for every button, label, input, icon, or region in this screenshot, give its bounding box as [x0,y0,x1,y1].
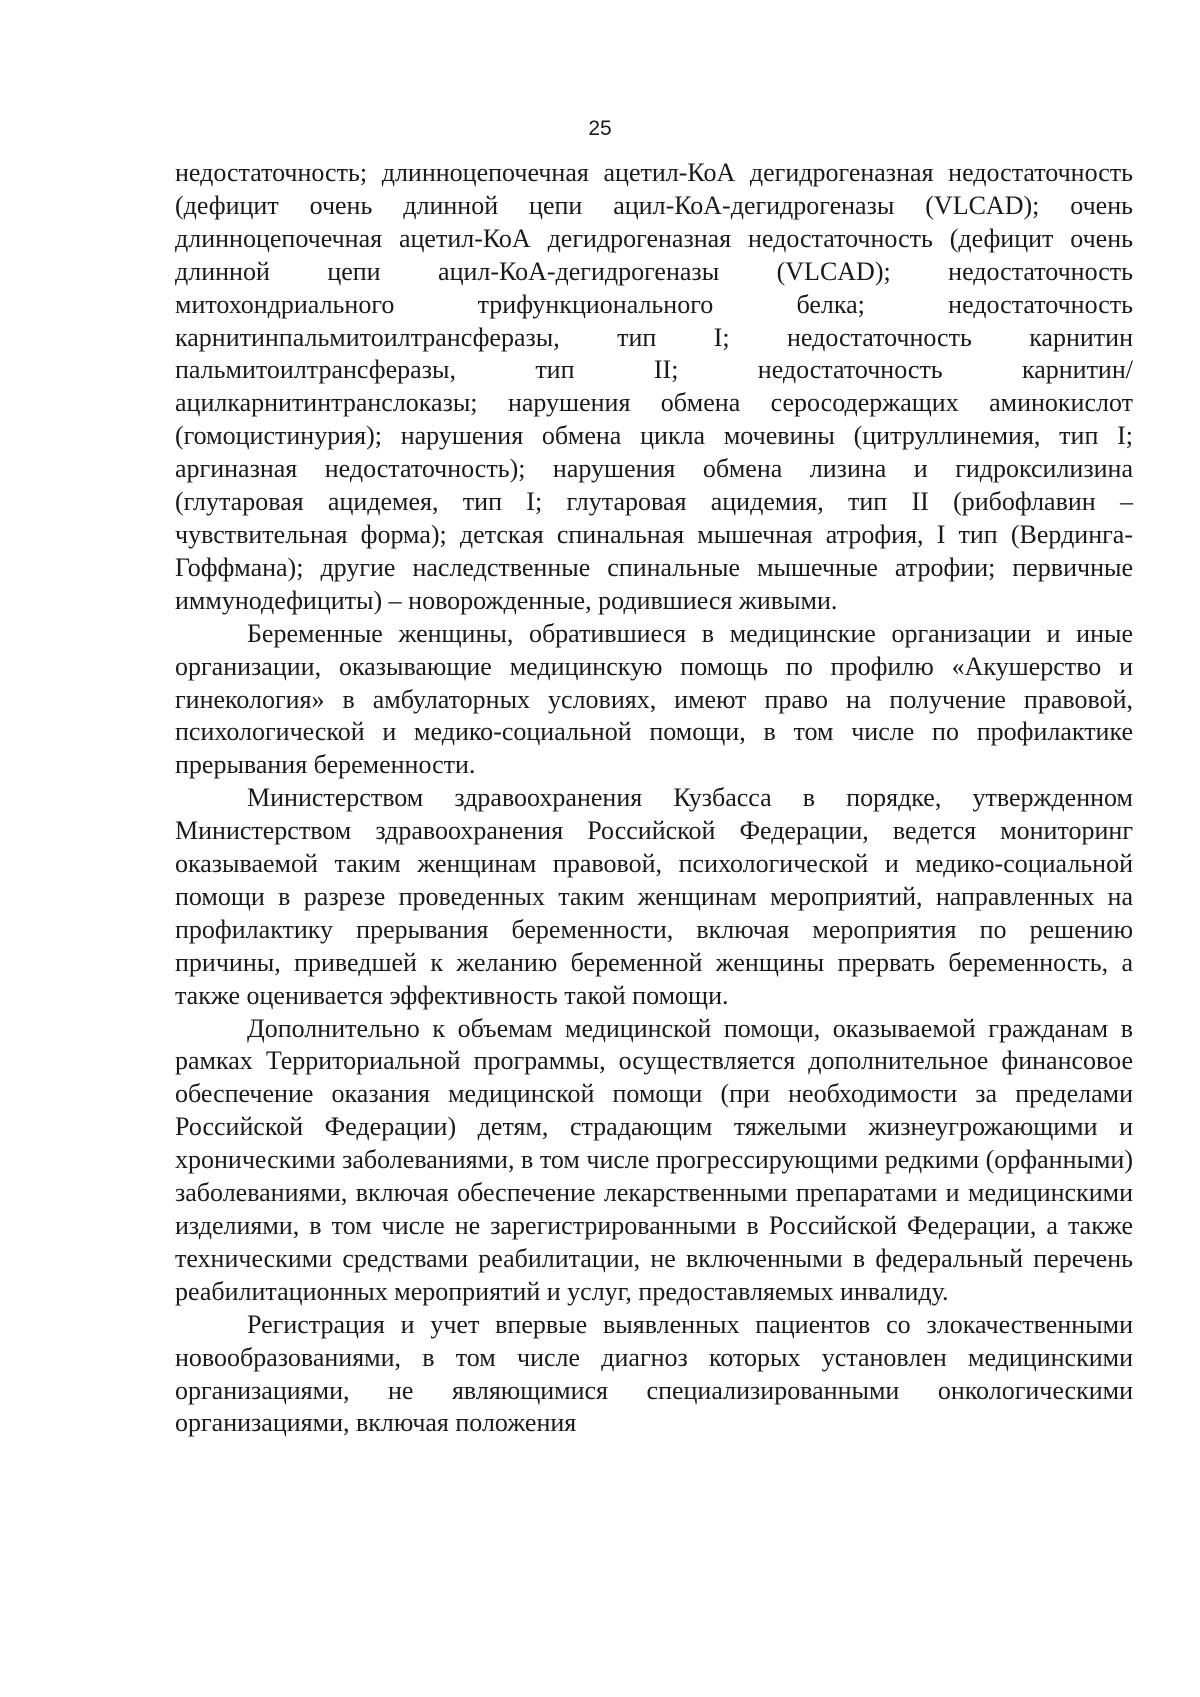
document-body [175,157,1133,1440]
paragraph: недостаточность; длинноцепочечная ацетил-КоА дегидрогеназная недостаточность (дефицит очень длинной цепи ацил-КоА-дегидрогеназы (VLCAD); очень длинноцепочечная ацетил-КоА дегидрогеназная недостаточность (дефицит очень длинной цепи ацил-КоА-дегидрогеназы (VLCAD); недостаточность митохондриального трифункционального белка; недостаточность карнитинпальмитоилтрансферазы, тип I; недостаточность карнитин пальмитоилтрансферазы, тип II; недостаточность карнитин/ацилкарнитинтранслоказы; нарушения обмена серосодержащих аминокислот (гомоцистинурия); нарушения обмена цикла мочевины (цитруллинемия, тип I; аргиназная недостаточность); нарушения обмена лизина и гидроксилизина (глутаровая ацидемея, тип I; глутаровая ацидемия, тип II (рибофлавин – чувствительная форма); детская спинальная мышечная атрофия, I тип (Вердинга-Гоффмана); другие наследственные спинальные мышечные атрофии; первичные иммунодефициты) – новорожденные, родившиеся живыми. [175,158,1133,615]
paragraph-continued: Регистрация и учет впервые выявленных пациентов со злокачественными новообразованиями, в том числе диагноз которых установлен медицинскими организациями, не являющимися специализированными онкологическими организациями, включая положения [175,1309,1133,1438]
paragraph: Министерством здравоохранения Кузбасса в порядке, утвержденном Министерством здравоохранения Российской Федерации, ведется мониторинг оказываемой таким женщинам правовой, психологической и медико-социальной помощи в разрезе проведенных таким женщинам мероприятий, направленных на профилактику прерывания беременности, включая мероприятия по решению причины, приведшей к желанию беременной женщины прервать беременность, а также оценивается эффективность такой помощи. [175,783,1133,1010]
paragraph: Дополнительно к объемам медицинской помощи, оказываемой гражданам в рамках Территориальной программы, осуществляется дополнительное финансовое обеспечение оказания медицинской помощи (при необходимости за пределами Российской Федерации) детям, страдающим тяжелыми жизнеугрожающими и хроническими заболеваниями, в том числе прогрессирующими редкими (орфанными) заболеваниями, включая обеспечение лекарственными препаратами и медицинскими изделиями, в том числе не зарегистрированными в Российской Федерации, а также техническими средствами реабилитации, не включенными в федеральный перечень реабилитационных мероприятий и услуг, предоставляемых инвалиду. [175,1013,1133,1306]
page-number: 25 [588,117,612,140]
paragraph: Беременные женщины, обратившиеся в медицинские организации и иные организации, оказывающие медицинскую помощь по профилю «Акушерство и гинекология» в амбулаторных условиях, имеют право на получение правовой, психологической и медико-социальной помощи, в том числе по профилактике прерывания беременности. [175,618,1133,780]
